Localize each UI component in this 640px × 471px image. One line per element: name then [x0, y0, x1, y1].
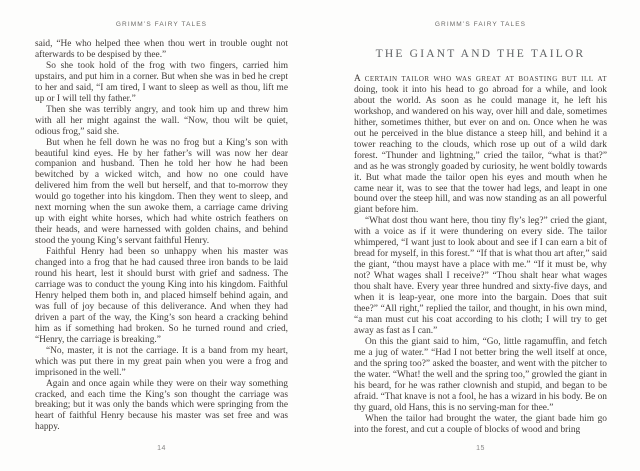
running-head-right: GRIMM’S FAIRY TALES [434, 21, 527, 28]
page-right [354, 0, 607, 471]
paragraph: On this the giant said to him, “Go, little ragamuffin, and fetch me a jug of water.” “Had I not better bring the well itself at once, and the spring too?” asked the boaster, and went with the pitcher to the water. “What! the well and the spring too,” growled the giant in his beard, for he was rather clownish and stupid, and began to be afraid. “That knave is not a fool, he has a wizard in his body. Be on thy guard, old Hans, this is no serving-man for thee.” [354, 336, 607, 413]
page-right-body [354, 74, 607, 442]
paragraph: “What dost thou want here, thou tiny fly’s leg?” cried the giant, with a voice as if it were thundering on every side. The tailor whimpered, “I want just to look about and see if I can earn a bit of bread for myself, in this forest.” “If that is what thou art after,” said the giant, “thou mayst have a place with me.” “If it must be, why not? What wages shall I receive?” “Thou shalt hear what wages thou shalt have. Every year three hundred and sixty-five days, and when it is leap-year, one more into the bargain. Does that suit thee?” “All right,” replied the tailor, and thought, in his own mind, “a man must cut his coat according to his cloth; I will try to get away as fast as I can.” [354, 216, 607, 336]
running-head-left: GRIMM’S FAIRY TALES [115, 21, 208, 28]
paragraph: A certain tailor who was great at boasting but ill at doing, took it into his head to go abroad for a while, and look about the world. As soon as he could manage it, he left his workshop, and wandered on his way, over hill and dale, sometimes hither, sometimes thither, but ever on and on. Once when he was out he perceived in the blue distance a steep hill, and behind it a tower reaching to the clouds, which rose up out of a wild dark forest. “Thunder and lightning,” cried the tailor, “what is that?” and as he was strongly goaded by curiosity, he went boldly towards it. But what made the tailor open his eyes and mouth when he came near it, was to see that the tower had legs, and leapt in one bound over the steep hill, and was now standing as an all powerful giant before him. [354, 74, 607, 216]
chapter-title: THE GIANT AND THE TAILOR [375, 48, 586, 60]
paragraph: So she took hold of the frog with two fingers, carried him upstairs, and put him in a corner. But when she was in bed he crept to her and said, “I am tired, I want to sleep as well as thou, lift me up or I will tell thy father.” [35, 60, 288, 104]
paragraph: Faithful Henry had been so unhappy when his master was changed into a frog that he had caused three iron bands to be laid round his heart, lest it should burst with grief and sadness. The carriage was to conduct the young King into his kingdom. Faithful Henry helped them both in, and placed himself behind again, and was full of joy because of this deliverance. And when they had driven a part of the way, the King’s son heard a cracking behind him as if something had broken. So he turned round and cried, “Henry, the carriage is breaking.” [35, 247, 288, 345]
page-left [35, 0, 288, 471]
paragraph: said, “He who helped thee when thou wert in trouble ought not afterwards to be despised by thee.” [35, 39, 288, 60]
paragraph: “No, master, it is not the carriage. It is a band from my heart, which was put there in my great pain when you were a frog and imprisoned in the well.” [35, 345, 288, 378]
page-number-right: 15 [476, 445, 485, 452]
page-number-left: 14 [157, 445, 166, 452]
paragraph: But when he fell down he was no frog but a King’s son with beautiful kind eyes. He by her father’s will was now her dear companion and husband. Then he told her how he had been bewitched by a wicked witch, and how no one could have delivered him from the well but herself, and that to-morrow they would go together into his kingdom. Then they went to sleep, and next morning when the sun awoke them, a carriage came driving up with eight white horses, which had white ostrich feathers on their heads, and were harnessed with golden chains, and behind stood the young King’s servant faithful Henry. [35, 137, 288, 247]
paragraph: Again and once again while they were on their way something cracked, and each time the King’s son thought the carriage was breaking; but it was only the bands which were springing from the heart of faithful Henry because his master was set free and was happy. [35, 378, 288, 433]
page-left-body [35, 39, 288, 441]
paragraph: When the tailor had brought the water, the giant bade him go into the forest, and cut a couple of blocks of wood and bring [354, 413, 607, 435]
paragraph: Then she was terribly angry, and took him up and threw him with all her might against the wall. “Now, thou wilt be quiet, odious frog,” said she. [35, 104, 288, 137]
